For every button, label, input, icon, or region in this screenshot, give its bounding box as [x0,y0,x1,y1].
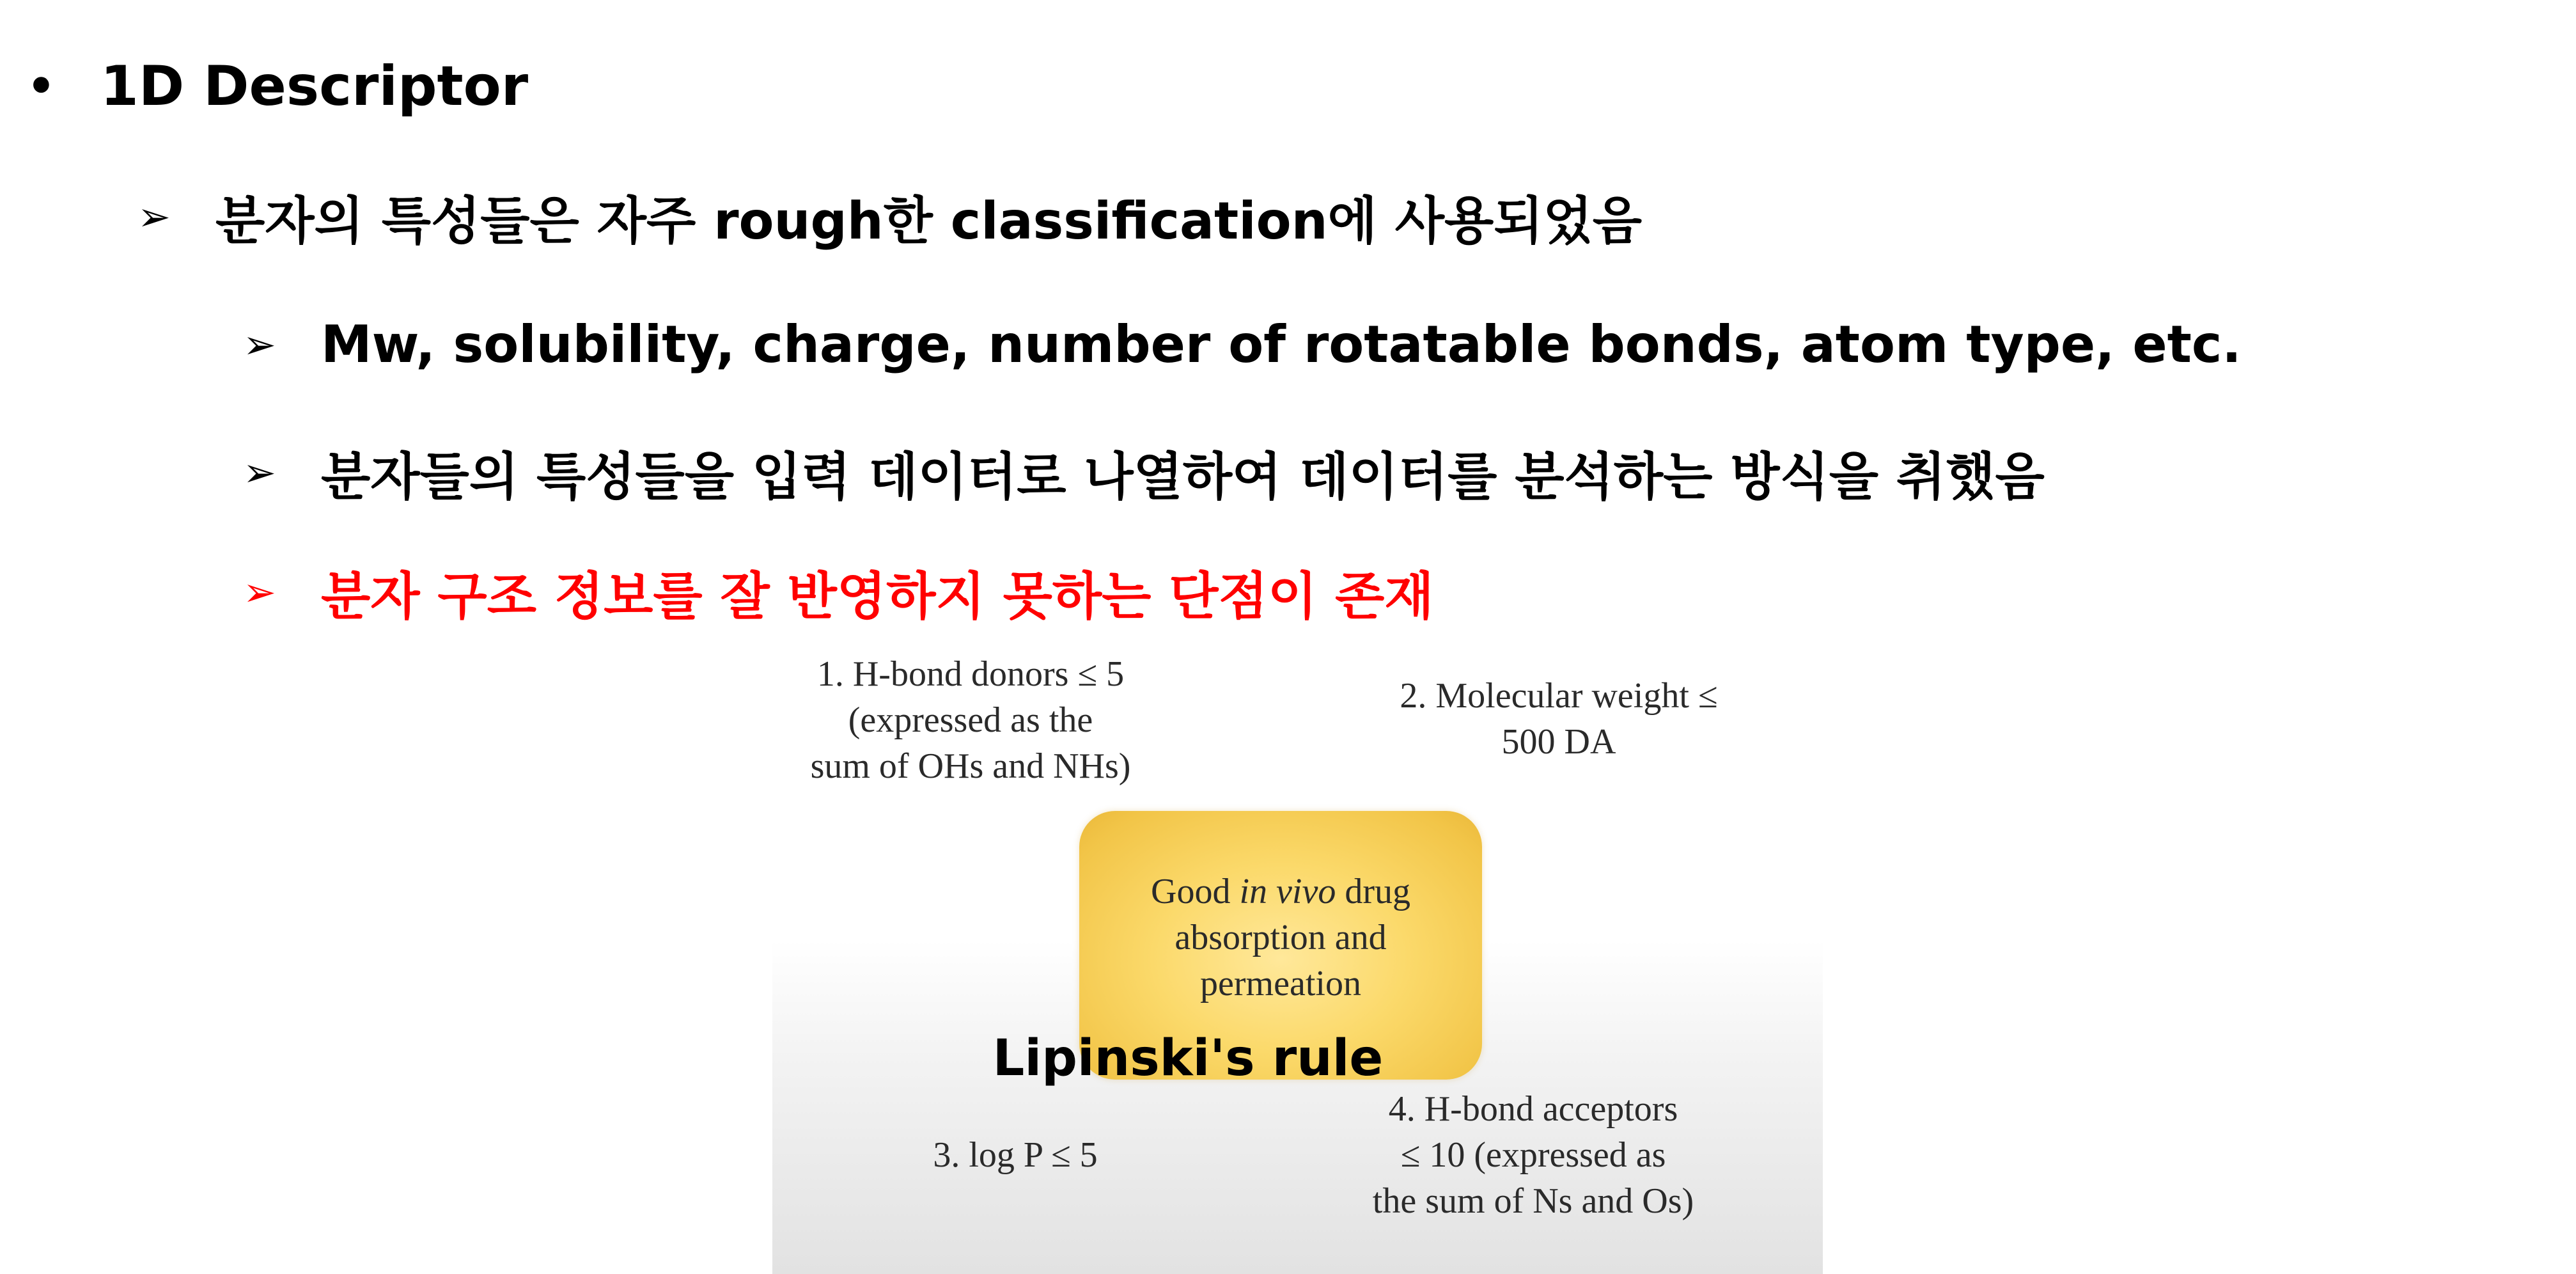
bullet-text: 분자 구조 정보를 잘 반영하지 못하는 단점이 존재 [321,566,1434,626]
center-text-line3: permeation [1200,964,1361,1003]
arrow-bullet-icon: ➢ [243,320,276,368]
center-text [1079,869,1482,1007]
bullet-text: Mw, solubility, charge, number of rotatable bonds, atom type, etc. [321,314,2242,374]
bullet-level1 [27,51,528,122]
lipinski-rule-title: Lipinski's rule [992,1030,1384,1087]
bullet-level3-method [243,437,2045,507]
bullet-text: 분자들의 특성들을 입력 데이터로 나열하여 데이터를 분석하는 방식을 취했음 [321,446,2045,507]
bullet-level3-limitation [243,556,1434,627]
bullet-text: 1D Descriptor [100,54,529,118]
center-text-post: drug [1336,872,1410,911]
arrow-bullet-icon: ➢ [137,193,171,240]
rule-hbond-acceptors: 4. H-bond acceptors ≤ 10 (expressed as the sum of Ns and Os) [1372,1089,1694,1221]
center-text-pre: Good [1151,872,1240,911]
rule-molecular-weight: 2. Molecular weight ≤ 500 DA [1400,676,1718,762]
arrow-bullet-icon: ➢ [243,568,276,615]
rule-log-p: 3. log P ≤ 5 [933,1135,1098,1175]
bullet-text: 분자의 특성들은 자주 rough한 classification에 사용되었음 [215,191,1643,251]
bullet-level2 [137,181,1642,251]
lipinski-figure [772,646,1823,1274]
center-text-italic: in vivo [1239,872,1336,911]
center-text-line2: absorption and [1175,918,1387,957]
bullet-dot-icon: • [27,60,56,113]
arrow-bullet-icon: ➢ [243,448,276,496]
bullet-level3-properties [243,309,2242,379]
rule-hbond-donors: 1. H-bond donors ≤ 5 (expressed as the sum of OHs and NHs) [810,654,1131,786]
